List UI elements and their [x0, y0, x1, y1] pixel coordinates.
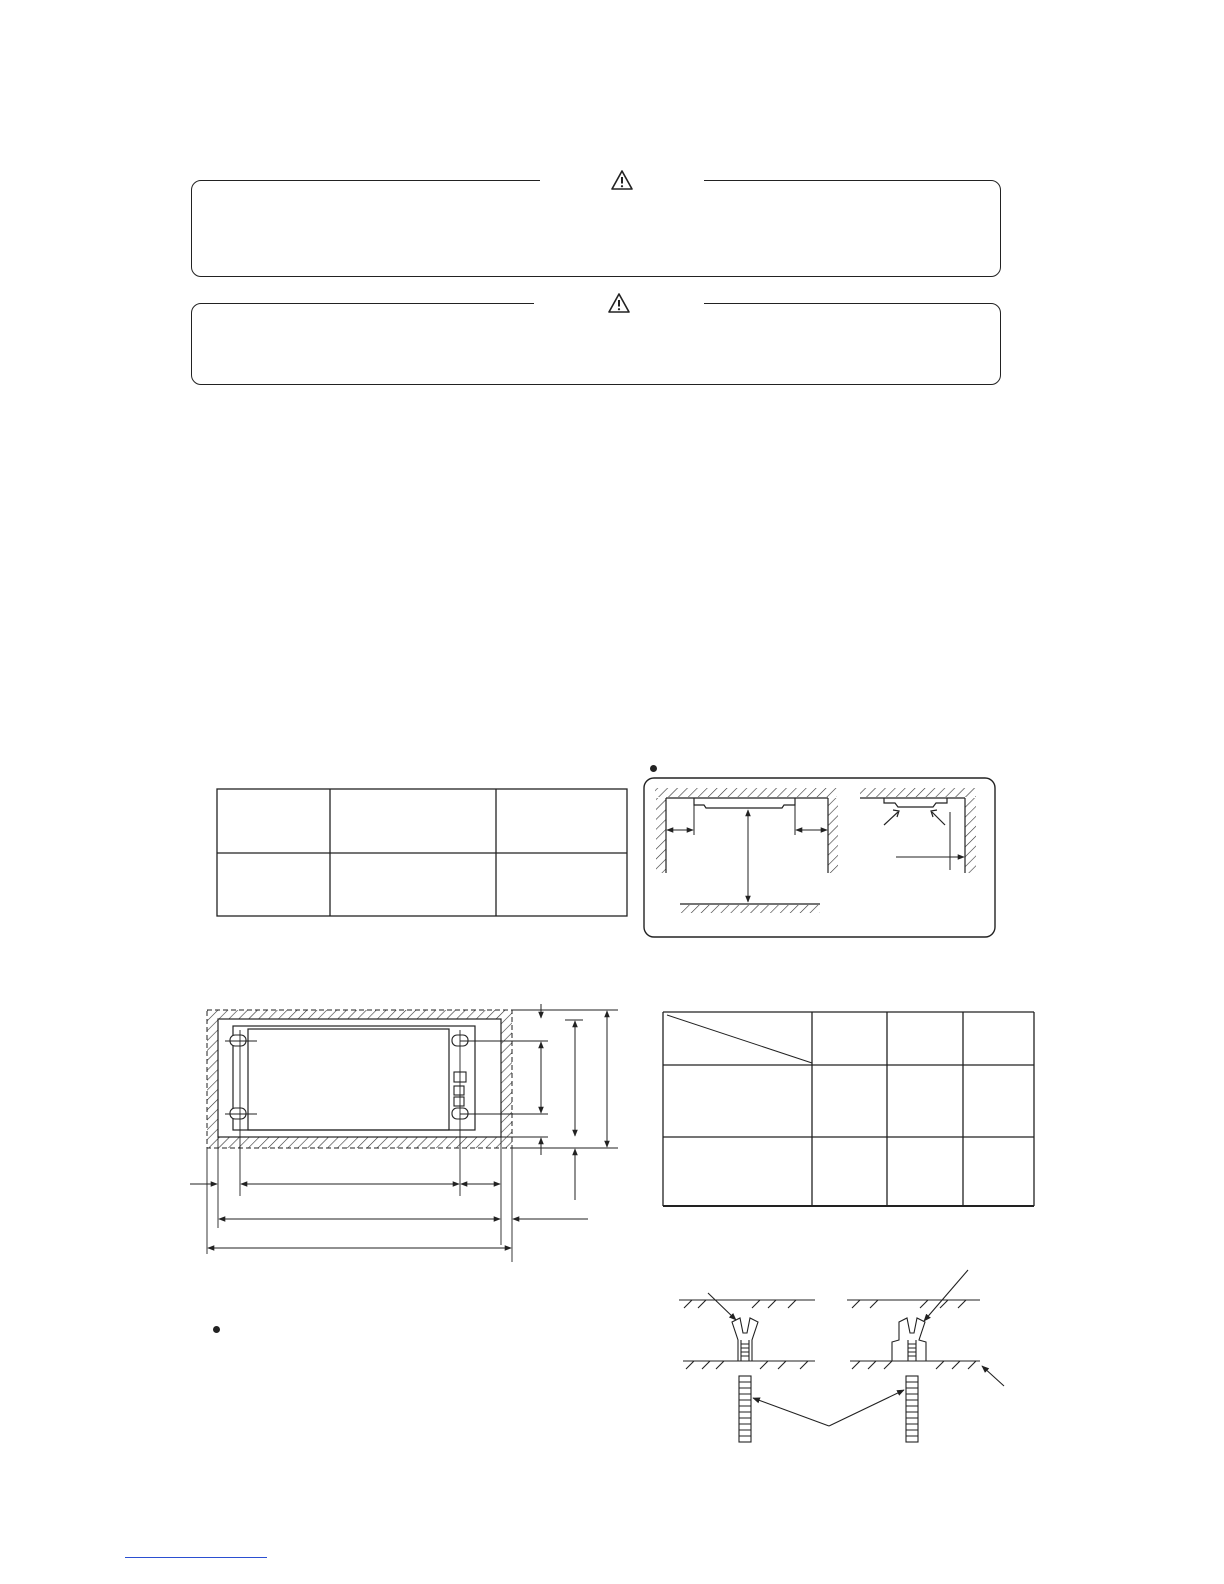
footer-link-underline[interactable]	[125, 1557, 267, 1558]
